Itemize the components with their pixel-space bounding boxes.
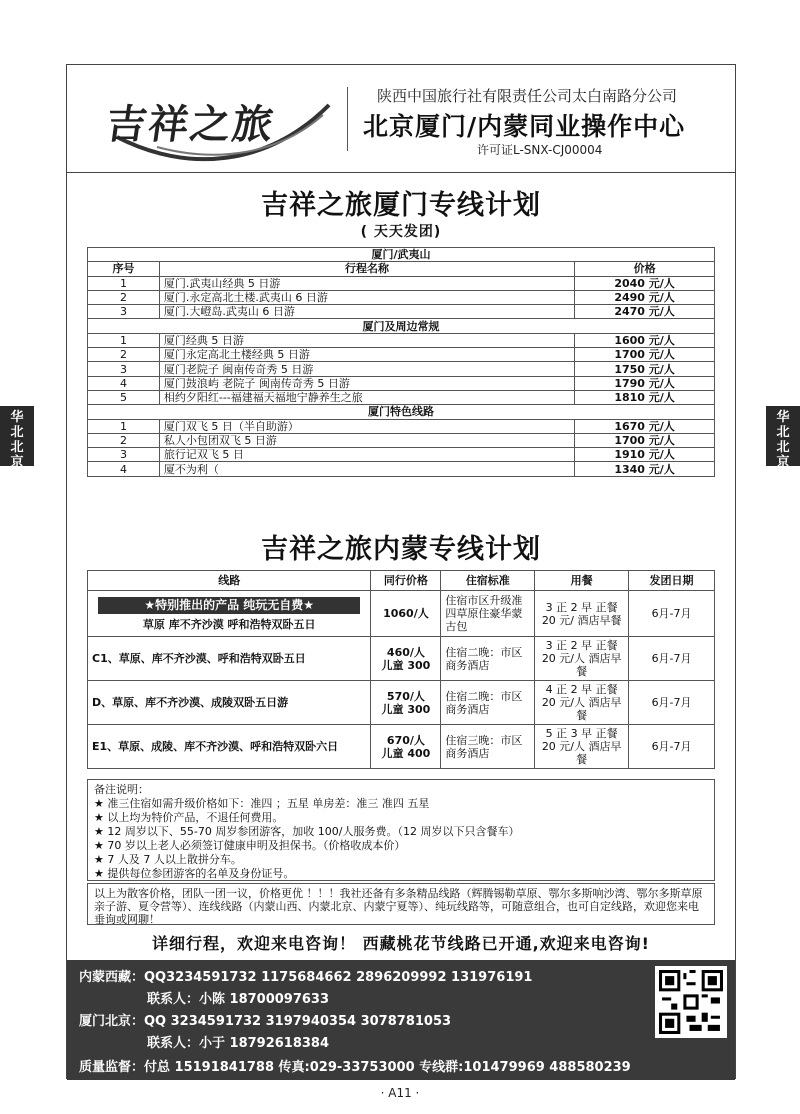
brand-logo [97, 75, 337, 165]
side-tab-char: 北 [10, 440, 24, 455]
col-meal: 用餐 [535, 571, 629, 591]
route-price [371, 637, 441, 681]
special-meal: 3 正 2 早 正餐 20 元/ 酒店早餐 [535, 591, 629, 637]
group-title: 厦门/武夷山 [88, 248, 715, 262]
col-price: 同行价格 [371, 571, 441, 591]
route-date: 6月-7月 [629, 681, 715, 725]
logo-text: 吉祥之旅 [103, 101, 278, 148]
row-number: 5 [88, 390, 160, 404]
route-price: 1790 元/人 [575, 376, 715, 390]
col-stay: 住宿标准 [441, 571, 535, 591]
slogan: 详细行程，欢迎来电咨询！ 西藏桃花节线路已开通,欢迎来电咨询! [152, 934, 650, 953]
col-name: 行程名称 [159, 262, 574, 276]
side-tab-char: 北 [776, 425, 790, 440]
route-name: 厦门.大嶝岛.武夷山 6 日游 [159, 305, 574, 319]
row-number: 2 [88, 348, 160, 362]
route-name: 厦门鼓浪屿 老院子 闽南传奇秀 5 日游 [159, 376, 574, 390]
page-frame [66, 64, 736, 1079]
contact-panel [67, 960, 735, 1080]
route-name: 厦门双飞 5 日（半自助游） [159, 419, 574, 433]
child-price: 儿童 300 [381, 658, 431, 672]
note-line: ★ 7 人及 7 人以上散拼分车。 [94, 853, 242, 866]
col-number: 序号 [88, 262, 160, 276]
group-row [88, 248, 715, 262]
table-row [88, 348, 715, 362]
group-title: 厦门及周边常规 [88, 319, 715, 333]
side-tab-char: 京 [10, 455, 24, 470]
contact-person-mongolia: 联系人：小陈 18700097633 [147, 992, 330, 1007]
route-date: 6月-7月 [629, 637, 715, 681]
table-row [88, 448, 715, 462]
row-number: 1 [88, 333, 160, 347]
adult-price: 670/人 [386, 733, 425, 747]
route-price: 1810 元/人 [575, 390, 715, 404]
table-row [88, 276, 715, 290]
side-tab-char: 北 [776, 440, 790, 455]
route-price [371, 681, 441, 725]
xiamen-title: 吉祥之旅厦门专线计划 [261, 190, 541, 221]
side-tab-right [766, 406, 800, 470]
table-row [88, 433, 715, 447]
table-row [88, 333, 715, 347]
contact-person-xiamen: 联系人：小于 18792618384 [147, 1036, 330, 1051]
row-number: 4 [88, 376, 160, 390]
col-route: 线路 [88, 571, 371, 591]
table-row [88, 681, 715, 725]
route-name: 厦门.武夷山经典 5 日游 [159, 276, 574, 290]
row-number: 4 [88, 462, 160, 476]
row-number: 2 [88, 433, 160, 447]
route-price: 2490 元/人 [575, 290, 715, 304]
special-route-cell [88, 591, 371, 637]
route-price: 1750 元/人 [575, 362, 715, 376]
route-name: 厦门.永定高北土楼.武夷山 6 日游 [159, 290, 574, 304]
special-label: ★特别推出的产品 纯玩无自费★ [98, 597, 360, 614]
table-row [88, 419, 715, 433]
table-row [88, 362, 715, 376]
operation-center-name: 北京厦门/内蒙同业操作中心 [363, 112, 686, 141]
header-divider [347, 87, 348, 151]
note-line: ★ 以上均为特价产品，不退任何费用。 [94, 811, 284, 824]
qr-code-icon [655, 966, 727, 1038]
group-title: 厦门特色线路 [88, 405, 715, 419]
group-row [88, 319, 715, 333]
side-tab-char: 华 [10, 410, 24, 425]
route-price: 1670 元/人 [575, 419, 715, 433]
license-number: 许可证L-SNX-CJ00004 [477, 143, 603, 157]
route-name: C1、草原、库不齐沙漠、呼和浩特双卧五日 [88, 637, 371, 681]
table-row [88, 637, 715, 681]
col-price: 价格 [575, 262, 715, 276]
row-number: 2 [88, 290, 160, 304]
quality-supervision: 质量监督：付总 15191841788 传真:029-33753000 专线群:101479969 488580239 [79, 1060, 631, 1075]
table-row [88, 376, 715, 390]
route-stay: 住宿二晚：市区商务酒店 [441, 637, 535, 681]
note-line: ★ 准三住宿如需升级价格如下：准四 ；五星 单房差：准三 准四 五星 [94, 797, 430, 810]
extra-info: 以上为散客价格，团队一团一议，价格更优 ！！！我社还备有多条精品线路（辉腾锡勒草原、鄂尔多斯响沙湾、鄂尔多斯草原亲子游、夏令营等）、连线线路（内蒙山西、内蒙北京、内蒙宁夏等）、纯玩线路等，可随意组合，也可自定线路，欢迎您来电垂询或网聊！ [87, 883, 715, 925]
table-row [88, 305, 715, 319]
route-name: 厦门永定高北土楼经典 5 日游 [159, 348, 574, 362]
route-price [371, 725, 441, 769]
route-stay: 住宿三晚：市区商务酒店 [441, 725, 535, 769]
table-row [88, 462, 715, 476]
child-price: 儿童 300 [381, 702, 431, 716]
table-row [88, 725, 715, 769]
company-name: 陕西中国旅行社有限责任公司太白南路分公司 [377, 87, 678, 105]
contact-line-xiamen: 厦门北京：QQ 3234591732 3197940354 3078781053 [79, 1014, 452, 1029]
row-number: 1 [88, 276, 160, 290]
group-row [88, 405, 715, 419]
route-price: 2040 元/人 [575, 276, 715, 290]
note-line: ★ 12 周岁以下、55-70 周岁参团游客，加收 100/人服务费。（12 周岁以下只含餐车） [94, 825, 520, 838]
route-name: 厦门经典 5 日游 [159, 333, 574, 347]
row-number: 1 [88, 419, 160, 433]
adult-price: 570/人 [386, 689, 425, 703]
xiamen-header-row [88, 262, 715, 276]
route-meal: 3 正 2 早 正餐 20 元/人 酒店早餐 [535, 637, 629, 681]
special-date: 6月-7月 [629, 591, 715, 637]
row-number: 3 [88, 448, 160, 462]
route-name: 相约夕阳红---福建福天福地宁静养生之旅 [159, 390, 574, 404]
adult-price: 460/人 [386, 645, 425, 659]
route-price: 1700 元/人 [575, 348, 715, 362]
side-tab-char: 华 [776, 410, 790, 425]
xiamen-table [87, 247, 715, 477]
route-name: 私人小包团双飞 5 日游 [159, 433, 574, 447]
route-price: 1700 元/人 [575, 433, 715, 447]
route-price: 1600 元/人 [575, 333, 715, 347]
route-meal: 4 正 2 早 正餐 20 元/人 酒店早餐 [535, 681, 629, 725]
route-name: 旅行记双飞 5 日 [159, 448, 574, 462]
route-meal: 5 正 3 早 正餐 20 元/人 酒店早餐 [535, 725, 629, 769]
table-row [88, 390, 715, 404]
note-line: ★ 提供每位参团游客的名单及身份证号。 [94, 867, 295, 880]
side-tab-char: 北 [10, 425, 24, 440]
route-name: 厦不为利（ [159, 462, 574, 476]
route-price: 2470 元/人 [575, 305, 715, 319]
route-name: E1、草原、成陵、库不齐沙漠、呼和浩特双卧六日 [88, 725, 371, 769]
child-price: 儿童 400 [381, 746, 431, 760]
route-price: 1340 元/人 [575, 462, 715, 476]
mongolia-table [87, 570, 715, 769]
special-route: 草原 库不齐沙漠 呼和浩特双卧五日 [142, 617, 316, 631]
col-date: 发团日期 [629, 571, 715, 591]
special-price: 1060/人 [371, 591, 441, 637]
route-date: 6月-7月 [629, 725, 715, 769]
route-name: D、草原、库不齐沙漠、成陵双卧五日游 [88, 681, 371, 725]
route-price: 1910 元/人 [575, 448, 715, 462]
side-tab-char: 京 [776, 455, 790, 470]
table-row [88, 290, 715, 304]
side-tab-left [0, 406, 34, 470]
route-stay: 住宿二晚：市区商务酒店 [441, 681, 535, 725]
special-stay: 住宿市区升级准四草原住豪华蒙古包 [441, 591, 535, 637]
note-line: 备注说明： [94, 783, 149, 796]
route-name: 厦门老院子 闽南传奇秀 5 日游 [159, 362, 574, 376]
mongolia-header-row [88, 571, 715, 591]
note-line: ★ 70 岁以上老人必须签订健康申明及担保书。（价格收成本价） [94, 839, 406, 852]
qr-pattern [659, 970, 723, 1034]
notes-box [87, 779, 715, 881]
header [67, 65, 735, 173]
mongolia-title: 吉祥之旅内蒙专线计划 [261, 534, 541, 565]
page-number: · A11 · [380, 1086, 420, 1100]
special-row [88, 591, 715, 637]
xiamen-subtitle: ( 天天发团) [360, 224, 442, 240]
row-number: 3 [88, 362, 160, 376]
row-number: 3 [88, 305, 160, 319]
contact-line-mongolia: 内蒙西藏：QQ3234591732 1175684662 2896209992 131976191 [79, 970, 533, 985]
